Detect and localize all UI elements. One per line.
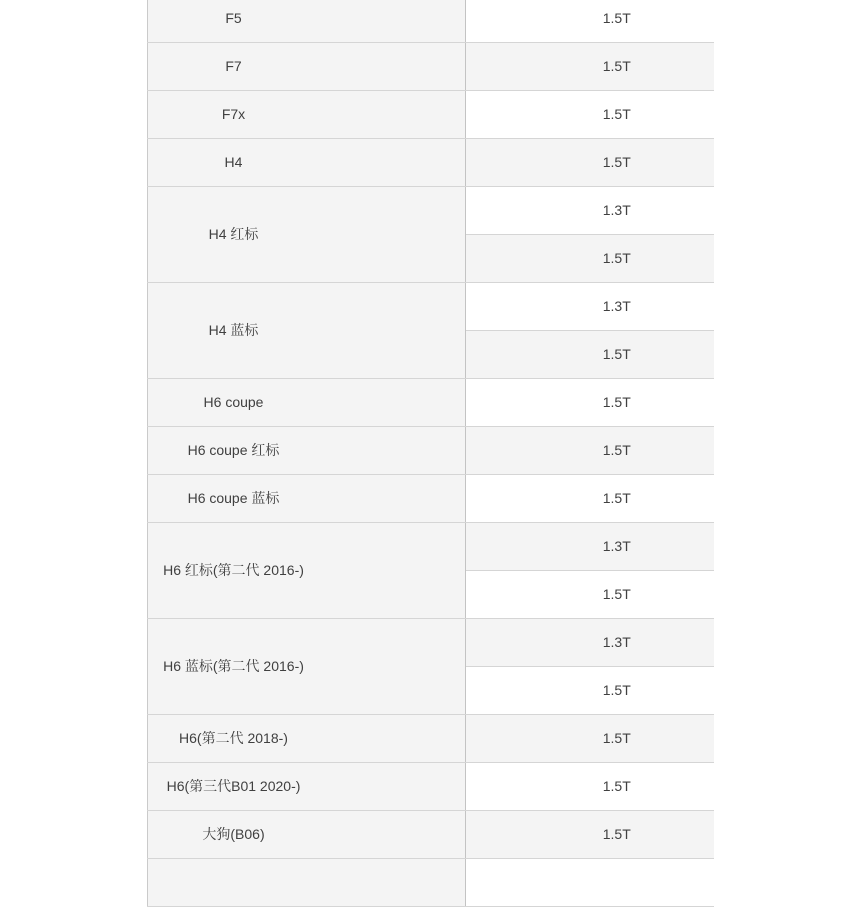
table-row: [148, 42, 714, 90]
table-scroll-region: [147, 0, 713, 907]
table-row: [148, 90, 714, 138]
engine-cell: 1.5T: [466, 474, 714, 522]
model-cell: H4: [148, 138, 466, 186]
table-row: [148, 186, 714, 234]
engine-cell: 1.5T: [466, 42, 714, 90]
table-row: [148, 618, 714, 666]
model-cell: F5: [148, 0, 466, 42]
model-cell: H6 红标(第二代 2016-): [148, 522, 466, 618]
table-row: [148, 474, 714, 522]
table-row: [148, 714, 714, 762]
table-row: [148, 762, 714, 810]
table-row: [148, 282, 714, 330]
model-cell: F7: [148, 42, 466, 90]
engine-cell: 1.3T: [466, 186, 714, 234]
model-cell: H4 蓝标: [148, 282, 466, 378]
engine-cell: 1.5T: [466, 0, 714, 42]
engine-cell: 1.5T: [466, 666, 714, 714]
engine-cell: [466, 858, 714, 906]
model-cell: [148, 858, 466, 906]
engine-cell: 1.5T: [466, 426, 714, 474]
model-cell: H6(第二代 2018-): [148, 714, 466, 762]
partial-next-row: [148, 858, 714, 906]
engine-cell: 1.5T: [466, 90, 714, 138]
engine-cell: 1.3T: [466, 522, 714, 570]
model-cell: 大狗(B06): [148, 810, 466, 858]
engine-cell: 1.5T: [466, 330, 714, 378]
model-cell: H6 coupe 红标: [148, 426, 466, 474]
engine-cell: 1.5T: [466, 378, 714, 426]
model-cell: H6 coupe 蓝标: [148, 474, 466, 522]
table-row: [148, 138, 714, 186]
model-cell: H4 红标: [148, 186, 466, 282]
table-row: [148, 0, 714, 42]
engine-cell: 1.5T: [466, 714, 714, 762]
table-row: [148, 522, 714, 570]
table-row: [148, 426, 714, 474]
engine-cell: 1.5T: [466, 138, 714, 186]
model-cell: H6(第三代B01 2020-): [148, 762, 466, 810]
engine-cell: 1.5T: [466, 762, 714, 810]
engine-cell: 1.5T: [466, 570, 714, 618]
engine-cell: 1.5T: [466, 234, 714, 282]
model-cell: F7x: [148, 90, 466, 138]
engine-cell: 1.3T: [466, 282, 714, 330]
model-cell: H6 coupe: [148, 378, 466, 426]
engine-cell: 1.5T: [466, 810, 714, 858]
engine-cell: 1.3T: [466, 618, 714, 666]
table-row: [148, 810, 714, 858]
vehicle-engine-table: [147, 0, 714, 907]
model-cell: H6 蓝标(第二代 2016-): [148, 618, 466, 714]
table-row: [148, 378, 714, 426]
